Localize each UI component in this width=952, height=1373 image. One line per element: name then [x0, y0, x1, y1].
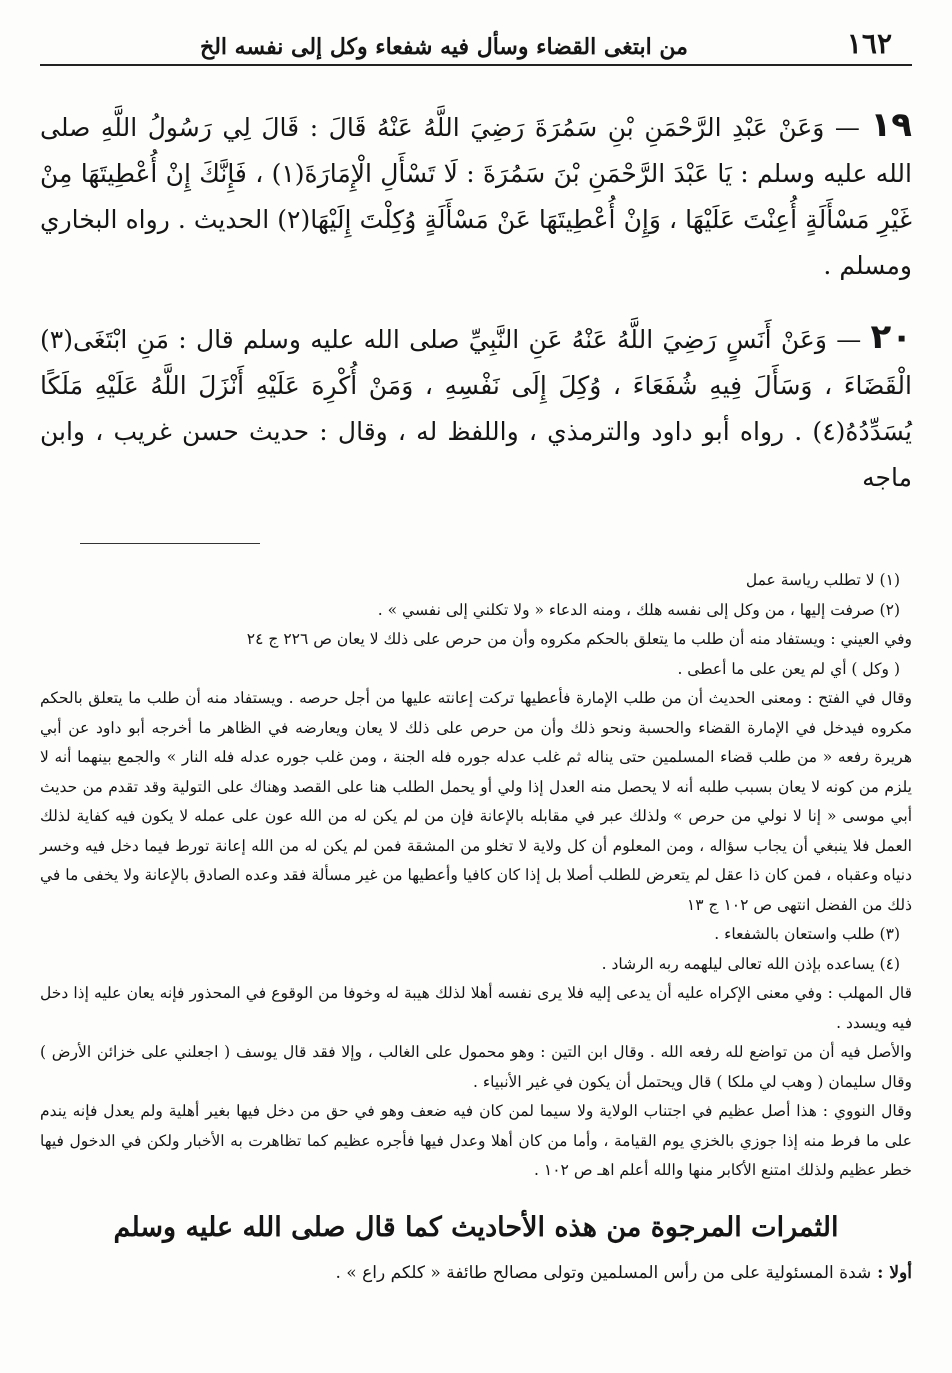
point-text: شدة المسئولية على من رأس المسلمين وتولى مصالح طائفة « كلكم راع » . [335, 1262, 872, 1283]
footnote: وقال النووي : هذا أصل عظيم في اجتناب الولاية ولا سيما لمن كان فيه ضعف وهو في حق من دخل فيها بغير أهلية ولم يعدل فإنه يندم على ما فرط منه إذا جوزي بالخزي يوم القيامة ، وأما من كان أهلا وعدل فيها فأجره عظيم كما تظاهرت به الأخبار ولكن في الدخول فيها خطر عظيم ولذلك امتنع الأكابر منها والله أعلم اهـ ص ١٠٢ . [40, 1102, 912, 1179]
footnote-divider [80, 543, 260, 544]
footnote: وفي العيني : ويستفاد منه أن طلب ما يتعلق بالحكم مكروه وأن من حرص على ذلك لا يعان ص ٢٢٦ ج ٢٤ [246, 630, 912, 648]
hadith-number: ٢٠ [870, 317, 912, 357]
footnote: (٣) طلب واستعان بالشفعاء . [714, 925, 900, 943]
footnote: (٢) صرفت إليها ، من وكل إلى نفسه هلك ، ومنه الدعاء « ولا تكلني إلى نفسي » . [377, 600, 900, 619]
section-title: الثمرات المرجوة من هذه الأحاديث كما قال صلى الله عليه وسلم [113, 1211, 839, 1243]
hadith-19 [40, 102, 912, 289]
page-header [40, 18, 912, 66]
footnote: والأصل فيه أن من تواضع لله رفعه الله . وقال ابن التين : وهو محمول على الغالب ، وإلا فقد قال يوسف ( اجعلني على خزائن الأرض ) وقال سليمان ( وهب لي ملكا ) قال ويحتمل أن يكون في غير الأنبياء . [40, 1043, 912, 1091]
footnote: ( وكل ) أي لم يعن على ما أعطى . [677, 659, 900, 678]
hadith-text: — وَعَنْ عَبْدِ الرَّحْمَنِ بْنِ سَمُرَةَ رَضِيَ اللَّهُ عَنْهُ قَالَ : قَالَ لِي رَسُولُ اللَّهِ صلى الله عليه وسلم : يَا عَبْدَ الرَّحْمَنِ بْنَ سَمُرَةَ : لَا تَسْأَلِ الْإِمَارَةَ(١) ، فَإِنَّكَ إِنْ أُعْطِيتَهَا مِنْ غَيْرِ مَسْأَلَةٍ أُعِنْتَ عَلَيْهَا ، وَإِنْ أُعْطِيتَهَا عَنْ مَسْأَلَةٍ وُكِلْتَ إِلَيْهَا(٢) الحديث . رواه البخاري ومسلم . [40, 113, 912, 280]
hadith-20 [40, 314, 912, 501]
footnotes [40, 566, 912, 1186]
book-page [40, 18, 912, 1300]
footnote: (٤) يساعده بإذن الله تعالى ليلهمه ربه الرشاد . [601, 954, 900, 973]
footnote: (١) لا تطلب رياسة عمل [745, 571, 900, 589]
point-label: أولا : [877, 1262, 912, 1283]
hadith-text: — وَعَنْ أَنَسٍ رَضِيَ اللَّهُ عَنْهُ عَنِ النَّبِيِّ صلى الله عليه وسلم قال : مَنِ ابْتَغَى(٣) الْقَضَاءَ ، وَسَأَلَ فِيهِ شُفَعَاءَ ، وُكِلَ إِلَى نَفْسِهِ ، وَمَنْ أُكْرِهَ عَلَيْهِ أَنْزَلَ اللَّهُ عَلَيْهِ مَلَكًا يُسَدِّدُهُ(٤) . رواه أبو داود والترمذي ، واللفظ له ، وقال : حديث حسن غريب ، وابن ماجه [40, 325, 912, 492]
first-point [40, 1263, 912, 1283]
running-title: من ابتغى القضاء وسأل فيه شفعاء وكل إلى نفسه الخ [200, 34, 688, 60]
footnote: وقال في الفتح : ومعنى الحديث أن من طلب الإمارة فأعطيها تركت إعانته عليها من أجل حرصه . ويستفاد منه أن طلب ما يتعلق بالحكم مكروه فيدخل في الإمارة القضاء والحسبة ونحو ذلك وأن من حرص على ذلك لا يعان ويعارضه في الظاهر ما أخرجه أبو داود عن أبي هريرة رفعه « من طلب قضاء المسلمين حتى يناله ثم غلب عدله جوره فله الجنة ، ومن غلب جوره عدله فله النار » والجمع بينهما أنه لا يلزم من كونه لا يعان بسبب طلبه أنه لا يحصل منه العدل إذا ولي أو يحمل الطلب هنا على القصد وهناك على التولية وقد تقدم من حديث أبي موسى « إنا لا نولي من حرص » ولذلك عبر في مقابله بالإعانة فإن من لم يكن له من الله عون على عمله لا يكون فيه كفاية لذلك العمل فلا ينبغي أن يجاب سؤاله ، ومن المعلوم أن كل ولاية لا تخلو من المشقة فمن لم يكن له من الله إعانة تورط فيما دخل فيه وخسر دنياه وعقباه ، فمن كان ذا عقل لم يتعرض للطلب أصلا بل إذا كان كافيا وأعطيها من غير مسألة فقد وعده الصادق بالإعانة ولا يخفى ما في ذلك من الفضل انتهى ص ١٠٢ ج ١٣ [40, 689, 912, 914]
page-number: ١٦٢ [846, 27, 892, 60]
hadith-number: ١٩ [870, 105, 913, 145]
footnote: قال المهلب : وفي معنى الإكراه عليه أن يدعى إليه فلا يرى نفسه أهلا لذلك هيبة له وخوفا من الوقوع في المحذور فإنه يعان عليه إذا دخل فيه ويسدد . [40, 984, 912, 1032]
